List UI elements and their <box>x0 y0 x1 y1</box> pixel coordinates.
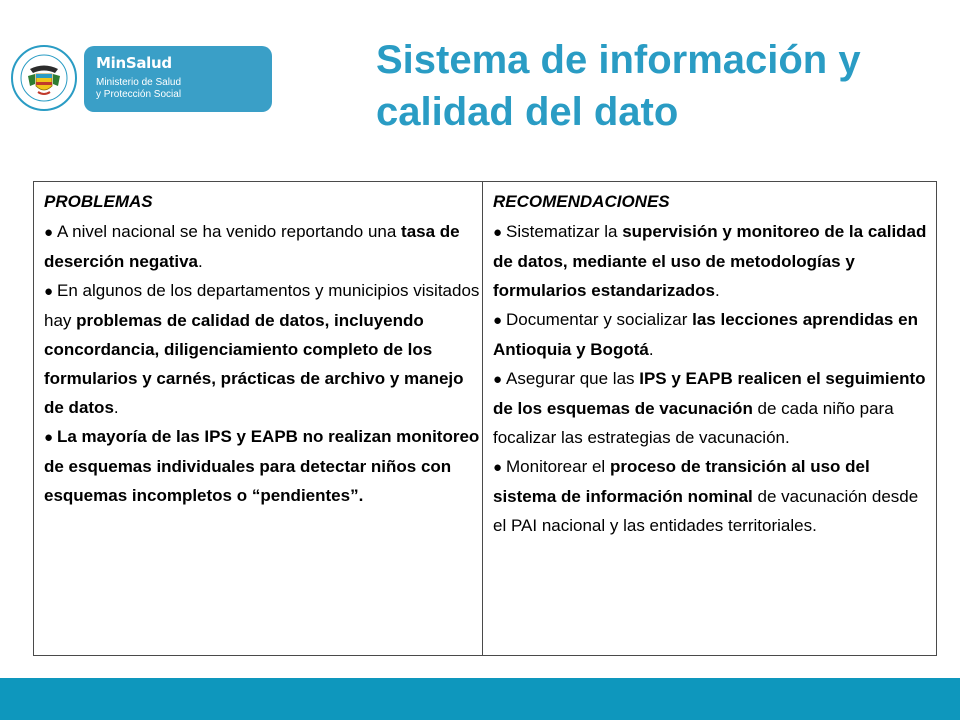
bullet-icon: ● <box>493 312 503 329</box>
bullet-icon: ● <box>493 371 503 388</box>
problem-item: ● En algunos de los departamentos y municipios visitados hay problemas de calidad de datos, incluyendo concordancia, diligenciamiento completo de los formularios y carnés, prácticas de archivo y manejo de datos. <box>44 276 482 422</box>
problems-column <box>34 182 483 655</box>
minsalud-logo <box>10 44 272 114</box>
recommendations-header: RECOMENDACIONES <box>493 192 670 211</box>
problems-header: PROBLEMAS <box>44 192 153 211</box>
recommendations-column <box>483 182 936 655</box>
minsalud-name: MinSalud <box>96 54 172 72</box>
title-line-2: calidad del dato <box>376 90 679 134</box>
recommendation-item: ● Monitorear el proceso de transición al uso del sistema de información nominal de vacunación desde el PAI nacional y las entidades territoriales. <box>493 452 936 540</box>
problem-item: ● La mayoría de las IPS y EAPB no realizan monitoreo de esquemas individuales para detectar niños con esquemas incompletos o “pendientes”. <box>44 422 482 510</box>
title-line-1: Sistema de información y <box>376 38 861 82</box>
recommendation-item: ● Documentar y socializar las lecciones aprendidas en Antioquia y Bogotá. <box>493 305 936 364</box>
bullet-icon: ● <box>44 224 54 241</box>
bullet-icon: ● <box>493 459 503 476</box>
problems-recommendations-table <box>33 181 937 656</box>
recommendation-item: ● Asegurar que las IPS y EAPB realicen el seguimiento de los esquemas de vacunación de cada niño para focalizar las estrategias de vacunación. <box>493 364 936 452</box>
bullet-icon: ● <box>493 224 503 241</box>
minsalud-brand-box <box>84 46 272 112</box>
colombia-seal-icon <box>10 44 78 112</box>
ministry-line-1: Ministerio de Salud <box>96 77 182 88</box>
problem-item: ● A nivel nacional se ha venido reportando una tasa de deserción negativa. <box>44 217 482 276</box>
footer-bar <box>0 678 960 720</box>
recommendation-item: ● Sistematizar la supervisión y monitoreo de la calidad de datos, mediante el uso de metodologías y formularios estandarizados. <box>493 217 936 305</box>
ministry-line-2: y Protección Social <box>96 89 182 100</box>
bullet-icon: ● <box>44 429 54 446</box>
bullet-icon: ● <box>44 283 54 300</box>
slide-title <box>376 34 936 138</box>
